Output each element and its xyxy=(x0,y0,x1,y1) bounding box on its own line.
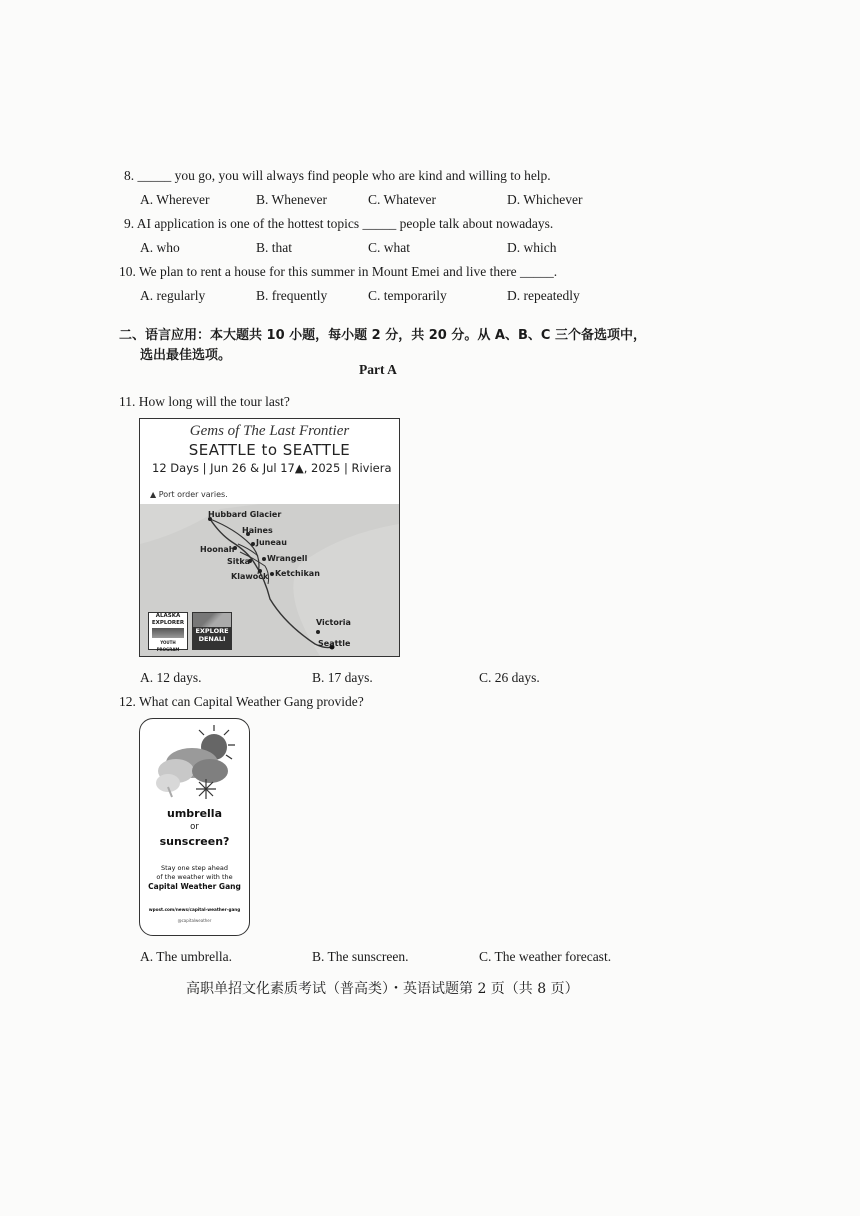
cruise-advertisement xyxy=(139,418,400,657)
question-text: We plan to rent a house for this summer in Mount Emei and live there _____. xyxy=(139,264,558,279)
question-text: _____ you go, you will always find people who are kind and willing to help. xyxy=(137,168,551,183)
port-label: Klawock xyxy=(231,572,269,581)
q8-option-b[interactable]: B. Whenever xyxy=(256,192,327,207)
q8-option-a[interactable]: A. Wherever xyxy=(140,192,210,207)
ad-line-umbrella: umbrella xyxy=(166,807,223,820)
ad-title: SEATTLE to SEATTLE xyxy=(188,441,351,459)
port-label: Sitka xyxy=(227,557,251,566)
ad-details: 12 Days | Jun 26 & Jul 17▲, 2025 | Riviera xyxy=(152,461,392,475)
question-10-stem xyxy=(119,264,557,280)
port-label: Victoria xyxy=(316,618,351,627)
question-text: AI application is one of the hottest topics _____ people talk about nowadays. xyxy=(136,216,554,231)
port-label: Hoonah xyxy=(200,545,235,554)
q9-option-d[interactable]: D. which xyxy=(507,240,557,255)
question-11-stem: 11. How long will the tour last? xyxy=(119,394,290,409)
port-label: Juneau xyxy=(256,538,287,547)
page-footer: 高职单招文化素质考试（普高类）・英语试题第 2 页（共 8 页） xyxy=(186,981,579,997)
weather-cloud-icon xyxy=(140,725,249,805)
port-label: Wrangell xyxy=(267,554,308,563)
q9-option-c[interactable]: C. what xyxy=(368,240,410,255)
ad-handle: @capitalweather xyxy=(177,918,212,923)
q9-option-a[interactable]: A. who xyxy=(140,240,180,255)
q8-option-d[interactable]: D. Whichever xyxy=(507,192,583,207)
question-9-stem xyxy=(124,216,553,232)
question-number: 8. xyxy=(124,168,135,183)
q11-option-b[interactable]: B. 17 days. xyxy=(312,670,373,685)
port-label: Hubbard Glacier xyxy=(208,510,282,519)
q11-option-a[interactable]: A. 12 days. xyxy=(140,670,202,685)
q11-option-c[interactable]: C. 26 days. xyxy=(479,670,540,685)
question-number: 9. xyxy=(124,216,135,231)
ad-url: wpost.com/news/capital-weather-gang xyxy=(148,907,241,912)
ad-brand: Capital Weather Gang xyxy=(148,882,241,891)
q12-option-b[interactable]: B. The sunscreen. xyxy=(312,949,409,964)
ad-small-text: of the weather with the xyxy=(156,873,233,881)
q10-option-c[interactable]: C. temporarily xyxy=(368,288,447,303)
question-8-stem xyxy=(124,168,551,184)
section-heading-cont: 选出最佳选项。 xyxy=(140,348,232,363)
section-heading: 二、语言应用：本大题共 10 小题，每小题 2 分，共 20 分。从 A、B、C 三个备选项中， xyxy=(119,328,646,343)
q10-option-a[interactable]: A. regularly xyxy=(140,288,206,303)
q10-option-b[interactable]: B. frequently xyxy=(256,288,328,303)
port-label: Haines xyxy=(242,526,273,535)
part-a-heading: Part A xyxy=(359,362,397,377)
ad-note: ▲ Port order varies. xyxy=(150,490,228,499)
q12-option-c[interactable]: C. The weather forecast. xyxy=(479,949,612,964)
alaska-explorer-logo: ALASKA EXPLORER YOUTH PROGRAM xyxy=(148,612,188,650)
ad-line-or: or xyxy=(190,822,199,832)
q10-option-d[interactable]: D. repeatedly xyxy=(507,288,580,303)
weather-advertisement xyxy=(139,718,250,936)
q12-option-a[interactable]: A. The umbrella. xyxy=(140,949,232,964)
ad-small-text: Stay one step ahead xyxy=(160,864,229,872)
ad-line-sunscreen: sunscreen? xyxy=(159,835,230,848)
explore-denali-logo: EXPLORE DENALI xyxy=(192,612,232,650)
question-number: 10. xyxy=(119,264,136,279)
ad-italic-title: Gems of The Last Frontier xyxy=(189,423,350,439)
q8-option-c[interactable]: C. Whatever xyxy=(368,192,436,207)
port-label: Ketchikan xyxy=(275,569,320,578)
route-map xyxy=(140,504,399,656)
port-label: Seattle xyxy=(318,639,351,648)
q9-option-b[interactable]: B. that xyxy=(256,240,292,255)
question-12-stem: 12. What can Capital Weather Gang provide? xyxy=(119,694,364,709)
